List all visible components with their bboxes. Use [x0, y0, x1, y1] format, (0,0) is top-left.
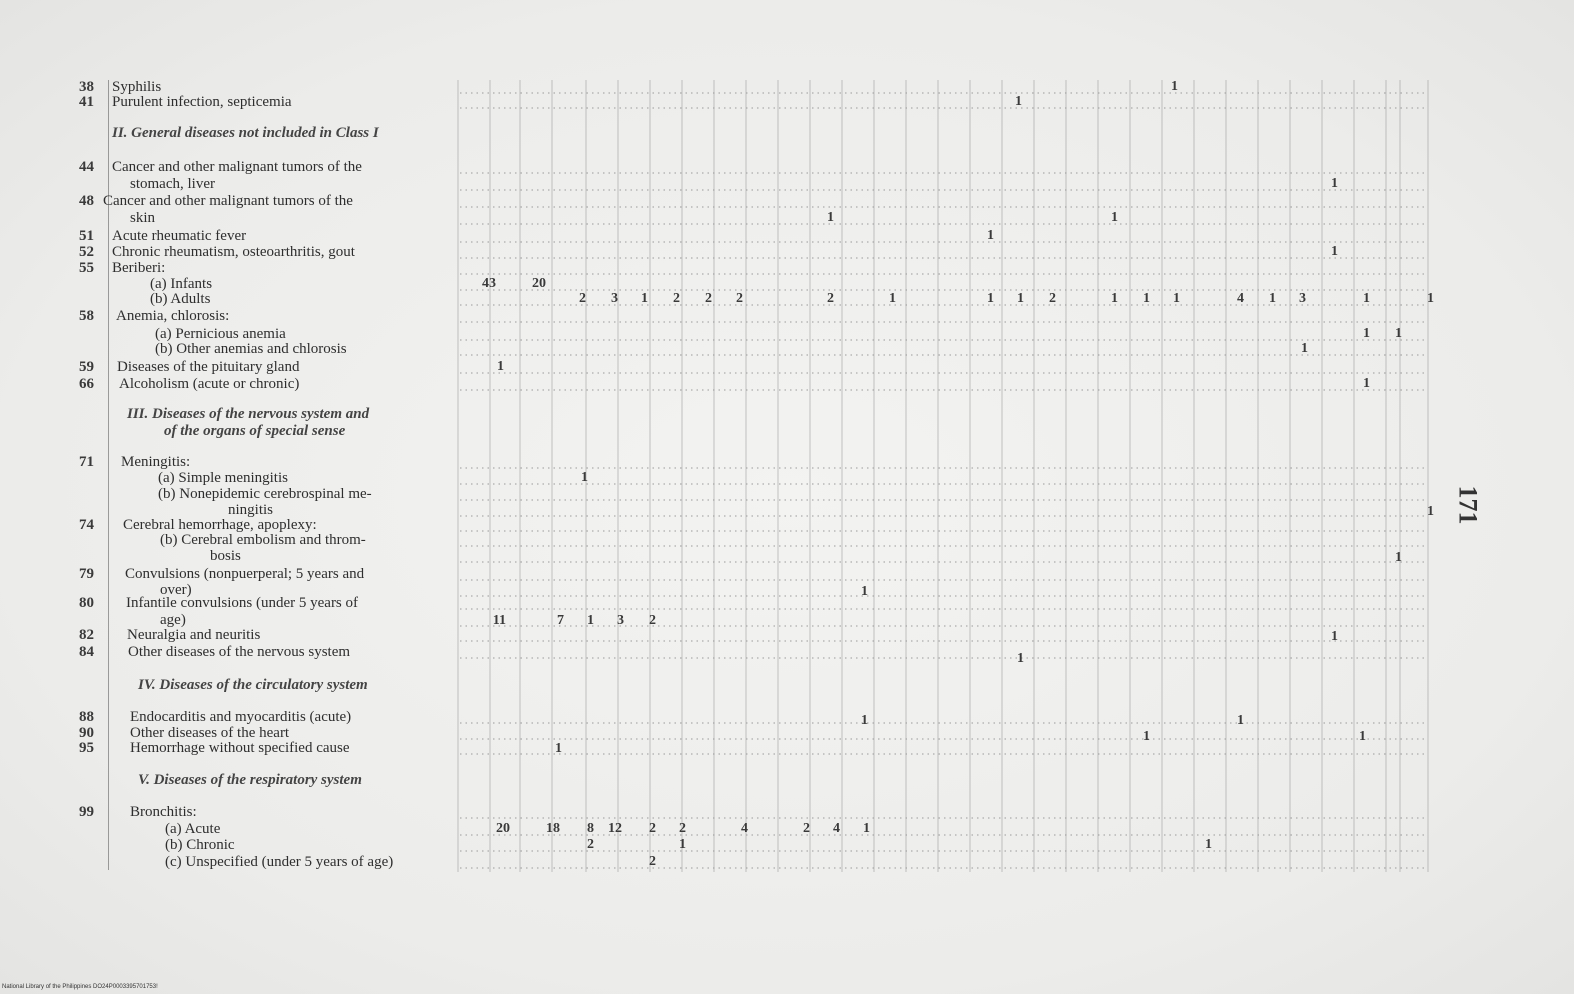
table-cell-value: 20 [496, 821, 510, 836]
row-label: Syphilis [112, 79, 162, 95]
table-cell-value: 4 [1237, 291, 1244, 306]
table-cell-value: 2 [679, 821, 686, 836]
row-label: Other diseases of the heart [130, 725, 290, 741]
row-label: over) [160, 582, 192, 598]
row-number: 84 [79, 644, 94, 660]
row-label: Cerebral hemorrhage, apoplexy: [123, 517, 317, 533]
table-cell-value: 1 [1363, 291, 1370, 306]
row-label: (b) Other anemias and chlorosis [155, 341, 347, 357]
row-label: Cancer and other malignant tumors of the [103, 193, 353, 209]
section-heading: of the organs of special sense [164, 423, 346, 439]
row-number: 44 [79, 159, 94, 175]
page-number: 171 [1453, 485, 1483, 525]
row-label: ningitis [228, 502, 274, 518]
table-cell-value: 8 [587, 821, 594, 836]
row-number: 74 [79, 517, 94, 533]
table-cell-value: 3 [1299, 291, 1306, 306]
row-number: 90 [79, 725, 94, 741]
table-cell-value: 1 [1143, 729, 1150, 744]
table-cell-value: 1 [987, 291, 994, 306]
table-cell-value: 1 [861, 713, 868, 728]
table-cell-value: 3 [617, 613, 624, 628]
row-label: Cancer and other malignant tumors of the [112, 159, 362, 175]
table-cell-value: 2 [673, 291, 680, 306]
table-cell-value: 1 [1363, 326, 1370, 341]
row-label: (a) Pernicious anemia [155, 326, 286, 342]
table-cell-value: 2 [827, 291, 834, 306]
row-number: 82 [79, 627, 94, 643]
table-cell-value: 1 [581, 470, 588, 485]
row-label: (b) Cerebral embolism and throm- [160, 532, 366, 548]
row-number: 38 [79, 79, 94, 95]
row-label: Beriberi: [112, 260, 166, 276]
row-number: 95 [79, 740, 94, 756]
table-cell-value: 1 [861, 584, 868, 599]
row-label: Meningitis: [121, 454, 191, 470]
section-heading: II. General diseases not included in Class I [112, 125, 379, 141]
table-cell-value: 20 [532, 276, 546, 291]
section-heading: III. Diseases of the nervous system and [127, 406, 370, 422]
table-cell-value: 2 [736, 291, 743, 306]
row-number: 41 [79, 94, 94, 110]
table-cell-value: 1 [555, 741, 562, 756]
table-cell-value: 4 [833, 821, 840, 836]
table-cell-value: 1 [1359, 729, 1366, 744]
row-label: Anemia, chlorosis: [116, 308, 230, 324]
row-label: Alcoholism (acute or chronic) [119, 376, 300, 392]
table-cell-value: 1 [1331, 244, 1338, 259]
table-cell-value: 1 [1331, 629, 1338, 644]
row-label: Chronic rheumatism, osteoarthritis, gout [112, 244, 355, 260]
row-label: (a) Simple meningitis [158, 470, 288, 486]
row-label: Bronchitis: [130, 804, 197, 820]
table-cell-value: 1 [1111, 291, 1118, 306]
row-number: 71 [79, 454, 94, 470]
row-label: Diseases of the pituitary gland [117, 359, 300, 375]
table-cell-value: 1 [1143, 291, 1150, 306]
table-cell-value: 1 [1301, 341, 1308, 356]
table-cell-value: 1 [863, 821, 870, 836]
row-number: 80 [79, 595, 94, 611]
table-cell-value: 2 [705, 291, 712, 306]
table-cell-value: 1 [1015, 94, 1022, 109]
row-label: Neuralgia and neuritis [127, 627, 261, 643]
table-cell-value: 1 [1395, 326, 1402, 341]
table-cell-value: 1 [1017, 291, 1024, 306]
row-label: Convulsions (nonpuerperal; 5 years and [125, 566, 365, 582]
table-cell-value: 1 [1237, 713, 1244, 728]
table-cell-value: 1 [987, 228, 994, 243]
table-cell-value: 12 [608, 821, 622, 836]
table-cell-value: 1 [641, 291, 648, 306]
table-cell-value: 1 [587, 613, 594, 628]
library-footer: National Library of the Philippines DO24P0003395701753! [2, 984, 158, 990]
row-labels [0, 0, 470, 994]
table-cell-value: 1 [1269, 291, 1276, 306]
row-number: 59 [79, 359, 94, 375]
table-cell-value: 3 [611, 291, 618, 306]
row-number: 55 [79, 260, 94, 276]
row-label: Hemorrhage without specified cause [130, 740, 350, 756]
table-cell-value: 1 [679, 837, 686, 852]
row-number: 52 [79, 244, 94, 260]
table-cell-value: 1 [1171, 79, 1178, 94]
row-number: 88 [79, 709, 94, 725]
row-label: Endocarditis and myocarditis (acute) [130, 709, 352, 725]
table-cell-value: 11 [492, 613, 506, 628]
row-number: 48 [79, 193, 94, 209]
row-label: age) [160, 612, 186, 628]
row-label: (b) Chronic [165, 837, 235, 853]
row-label: Acute rheumatic fever [112, 228, 247, 244]
section-heading: IV. Diseases of the circulatory system [138, 677, 368, 693]
table-cell-value: 1 [1331, 176, 1338, 191]
table-cell-value: 2 [579, 291, 586, 306]
table-cell-value: 1 [1427, 504, 1434, 519]
row-number: 99 [79, 804, 94, 820]
row-label: (b) Adults [150, 291, 211, 307]
table-cell-value: 4 [741, 821, 748, 836]
table-cell-value: 1 [1395, 550, 1402, 565]
row-number: 66 [79, 376, 94, 392]
table-cell-value: 43 [482, 276, 496, 291]
table-cell-value: 1 [1427, 291, 1434, 306]
row-number: 58 [79, 308, 94, 324]
row-label: (c) Unspecified (under 5 years of age) [165, 854, 394, 870]
table-cell-value: 2 [649, 821, 656, 836]
table-cell-value: 2 [1049, 291, 1056, 306]
table-cell-value: 1 [1205, 837, 1212, 852]
row-label: (b) Nonepidemic cerebrospinal me- [158, 486, 372, 502]
table-cell-value: 1 [827, 210, 834, 225]
row-label: (a) Acute [165, 821, 221, 837]
section-heading: V. Diseases of the respiratory system [138, 772, 362, 788]
table-cell-value: 2 [587, 837, 594, 852]
table-cell-value: 2 [649, 854, 656, 869]
table-cell-value: 18 [546, 821, 560, 836]
row-label: skin [130, 210, 156, 226]
table-cell-value: 2 [803, 821, 810, 836]
table-cell-value: 1 [1111, 210, 1118, 225]
row-number: 51 [79, 228, 94, 244]
table-cell-value: 7 [557, 613, 564, 628]
row-label: Purulent infection, septicemia [112, 94, 292, 110]
row-label: bosis [210, 548, 241, 564]
table-cell-value: 1 [1017, 651, 1024, 666]
table-cell-value: 2 [649, 613, 656, 628]
row-number: 79 [79, 566, 94, 582]
table-cell-value: 1 [1173, 291, 1180, 306]
row-label: Infantile convulsions (under 5 years of [126, 595, 359, 611]
row-label: stomach, liver [130, 176, 215, 192]
row-label: (a) Infants [150, 276, 213, 292]
table-cell-value: 1 [1363, 376, 1370, 391]
table-cell-value: 1 [497, 359, 504, 374]
table-cell-value: 1 [889, 291, 896, 306]
row-label: Other diseases of the nervous system [128, 644, 351, 660]
